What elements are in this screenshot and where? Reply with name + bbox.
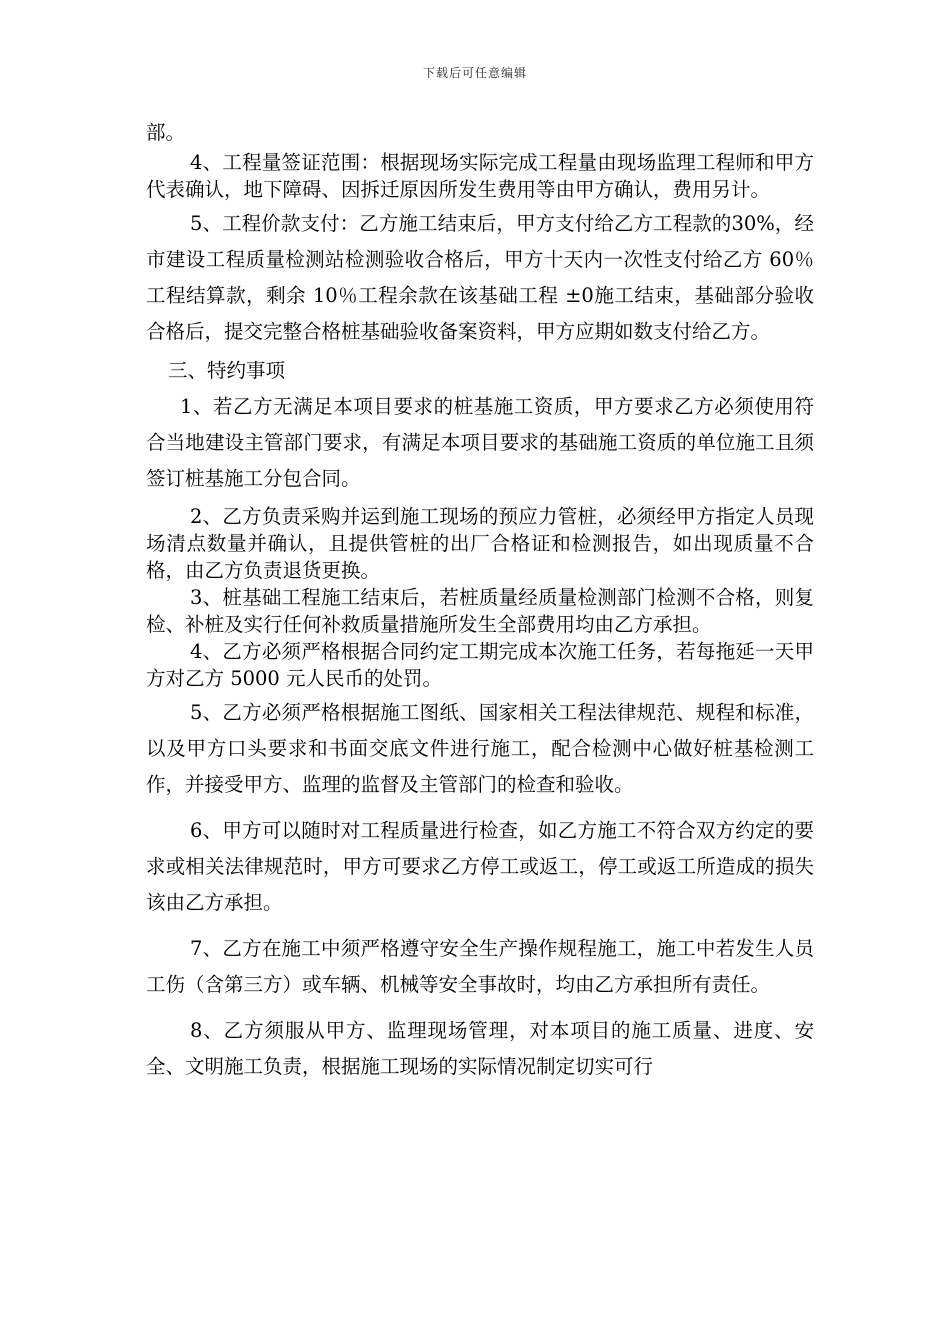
paragraph-term-1: 1、若乙方无满足本项目要求的桩基施工资质，甲方要求乙方必须使用符合当地建设主管部门要求，有满足本项目要求的基础施工资质的单位施工且须签订桩基施工分包合同。 <box>146 395 814 490</box>
paragraph-continuation: 部。 <box>146 121 186 144</box>
section-heading-special-terms: 三、特约事项 <box>168 359 286 382</box>
paragraph-term-4: 4、乙方必须严格根据合同约定工期完成本次施工任务，若每拖延一天甲方对乙方 5000 元人民币的处罚。 <box>146 640 814 690</box>
paragraph-payment: 5、工程价款支付：乙方施工结束后，甲方支付给乙方工程款的30%，经市建设工程质量检测站检测验收合格后，甲方十天内一次性支付给乙方 60％工程结算款，剩余 10％工程余款在该基础工程 ±0施工结束，基础部分验收合格后，提交完整合格桩基础验收备案资料，甲方应期如数支付给乙方。 <box>146 212 814 343</box>
paragraph-term-3: 3、桩基础工程施工结束后，若桩质量经质量检测部门检测不合格，则复检、补桩及实行任何补救质量措施所发生全部费用均由乙方承担。 <box>146 586 814 636</box>
paragraph-term-8: 8、乙方须服从甲方、监理现场管理，对本项目的施工质量、进度、安全、文明施工负责，根据施工现场的实际情况制定切实可行 <box>146 1019 814 1078</box>
paragraph-term-5: 5、乙方必须严格根据施工图纸、国家相关工程法律规范、规程和标准，以及甲方口头要求和书面交底文件进行施工，配合检测中心做好桩基检测工作，并接受甲方、监理的监督及主管部门的检查和验收。 <box>146 701 814 796</box>
paragraph-term-6: 6、甲方可以随时对工程质量进行检查，如乙方施工不符合双方约定的要求或相关法律规范时，甲方可要求乙方停工或返工，停工或返工所造成的损失该由乙方承担。 <box>146 819 814 914</box>
paragraph-term-7: 7、乙方在施工中须严格遵守安全生产操作规程施工，施工中若发生人员工伤（含第三方）或车辆、机械等安全事故时，均由乙方承担所有责任。 <box>146 937 814 996</box>
paragraph-term-2: 2、乙方负责采购并运到施工现场的预应力管桩，必须经甲方指定人员现场清点数量并确认，且提供管桩的出厂合格证和检测报告，如出现质量不合格，由乙方负责退货更换。 <box>146 505 814 582</box>
paragraph-quantity-visa: 4、工程量签证范围：根据现场实际完成工程量由现场监理工程师和甲方代表确认，地下障碍、因拆迁原因所发生费用等由甲方确认，费用另计。 <box>146 151 814 201</box>
document-body <box>146 119 814 1085</box>
page-header: 下载后可任意编辑 <box>422 66 527 80</box>
